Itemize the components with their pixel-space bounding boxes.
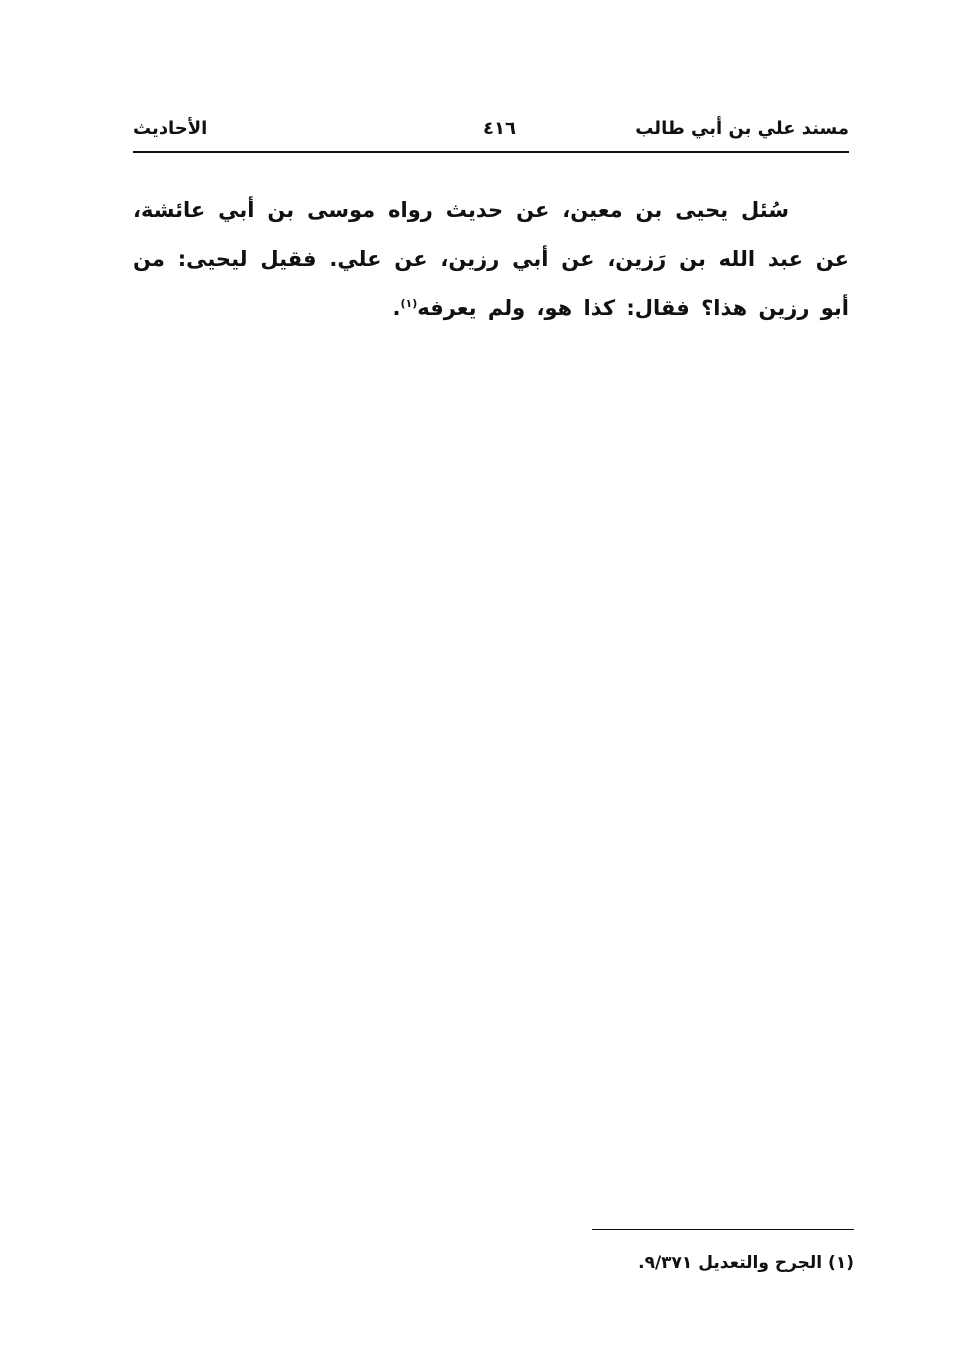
body-paragraph <box>133 186 849 333</box>
header-rule <box>133 151 849 153</box>
paragraph-text: سُئل يحيى بن معين، عن حديث رواه موسى بن أبي عائشة، عن عبد الله بن رَزين، عن أبي رزين، عن علي. فقيل ليحيى: من أبو رزين هذا؟ فقال: كذا هو، ولم يعرفه <box>133 198 849 320</box>
footnote-marker: (١) <box>828 1253 854 1273</box>
footnote-rule <box>592 1229 854 1230</box>
footnote <box>560 1250 854 1276</box>
running-head <box>133 116 849 146</box>
footnote-reference: (١) <box>400 297 418 310</box>
book-title: مسند علي بن أبي طالب <box>635 118 849 139</box>
section-title: الأحاديث <box>133 118 208 139</box>
paragraph-end-mark: . <box>392 296 401 320</box>
footnote-text: الجرح والتعديل ٩/٣٧١. <box>638 1253 823 1273</box>
page-number: ٤١٦ <box>483 118 516 139</box>
